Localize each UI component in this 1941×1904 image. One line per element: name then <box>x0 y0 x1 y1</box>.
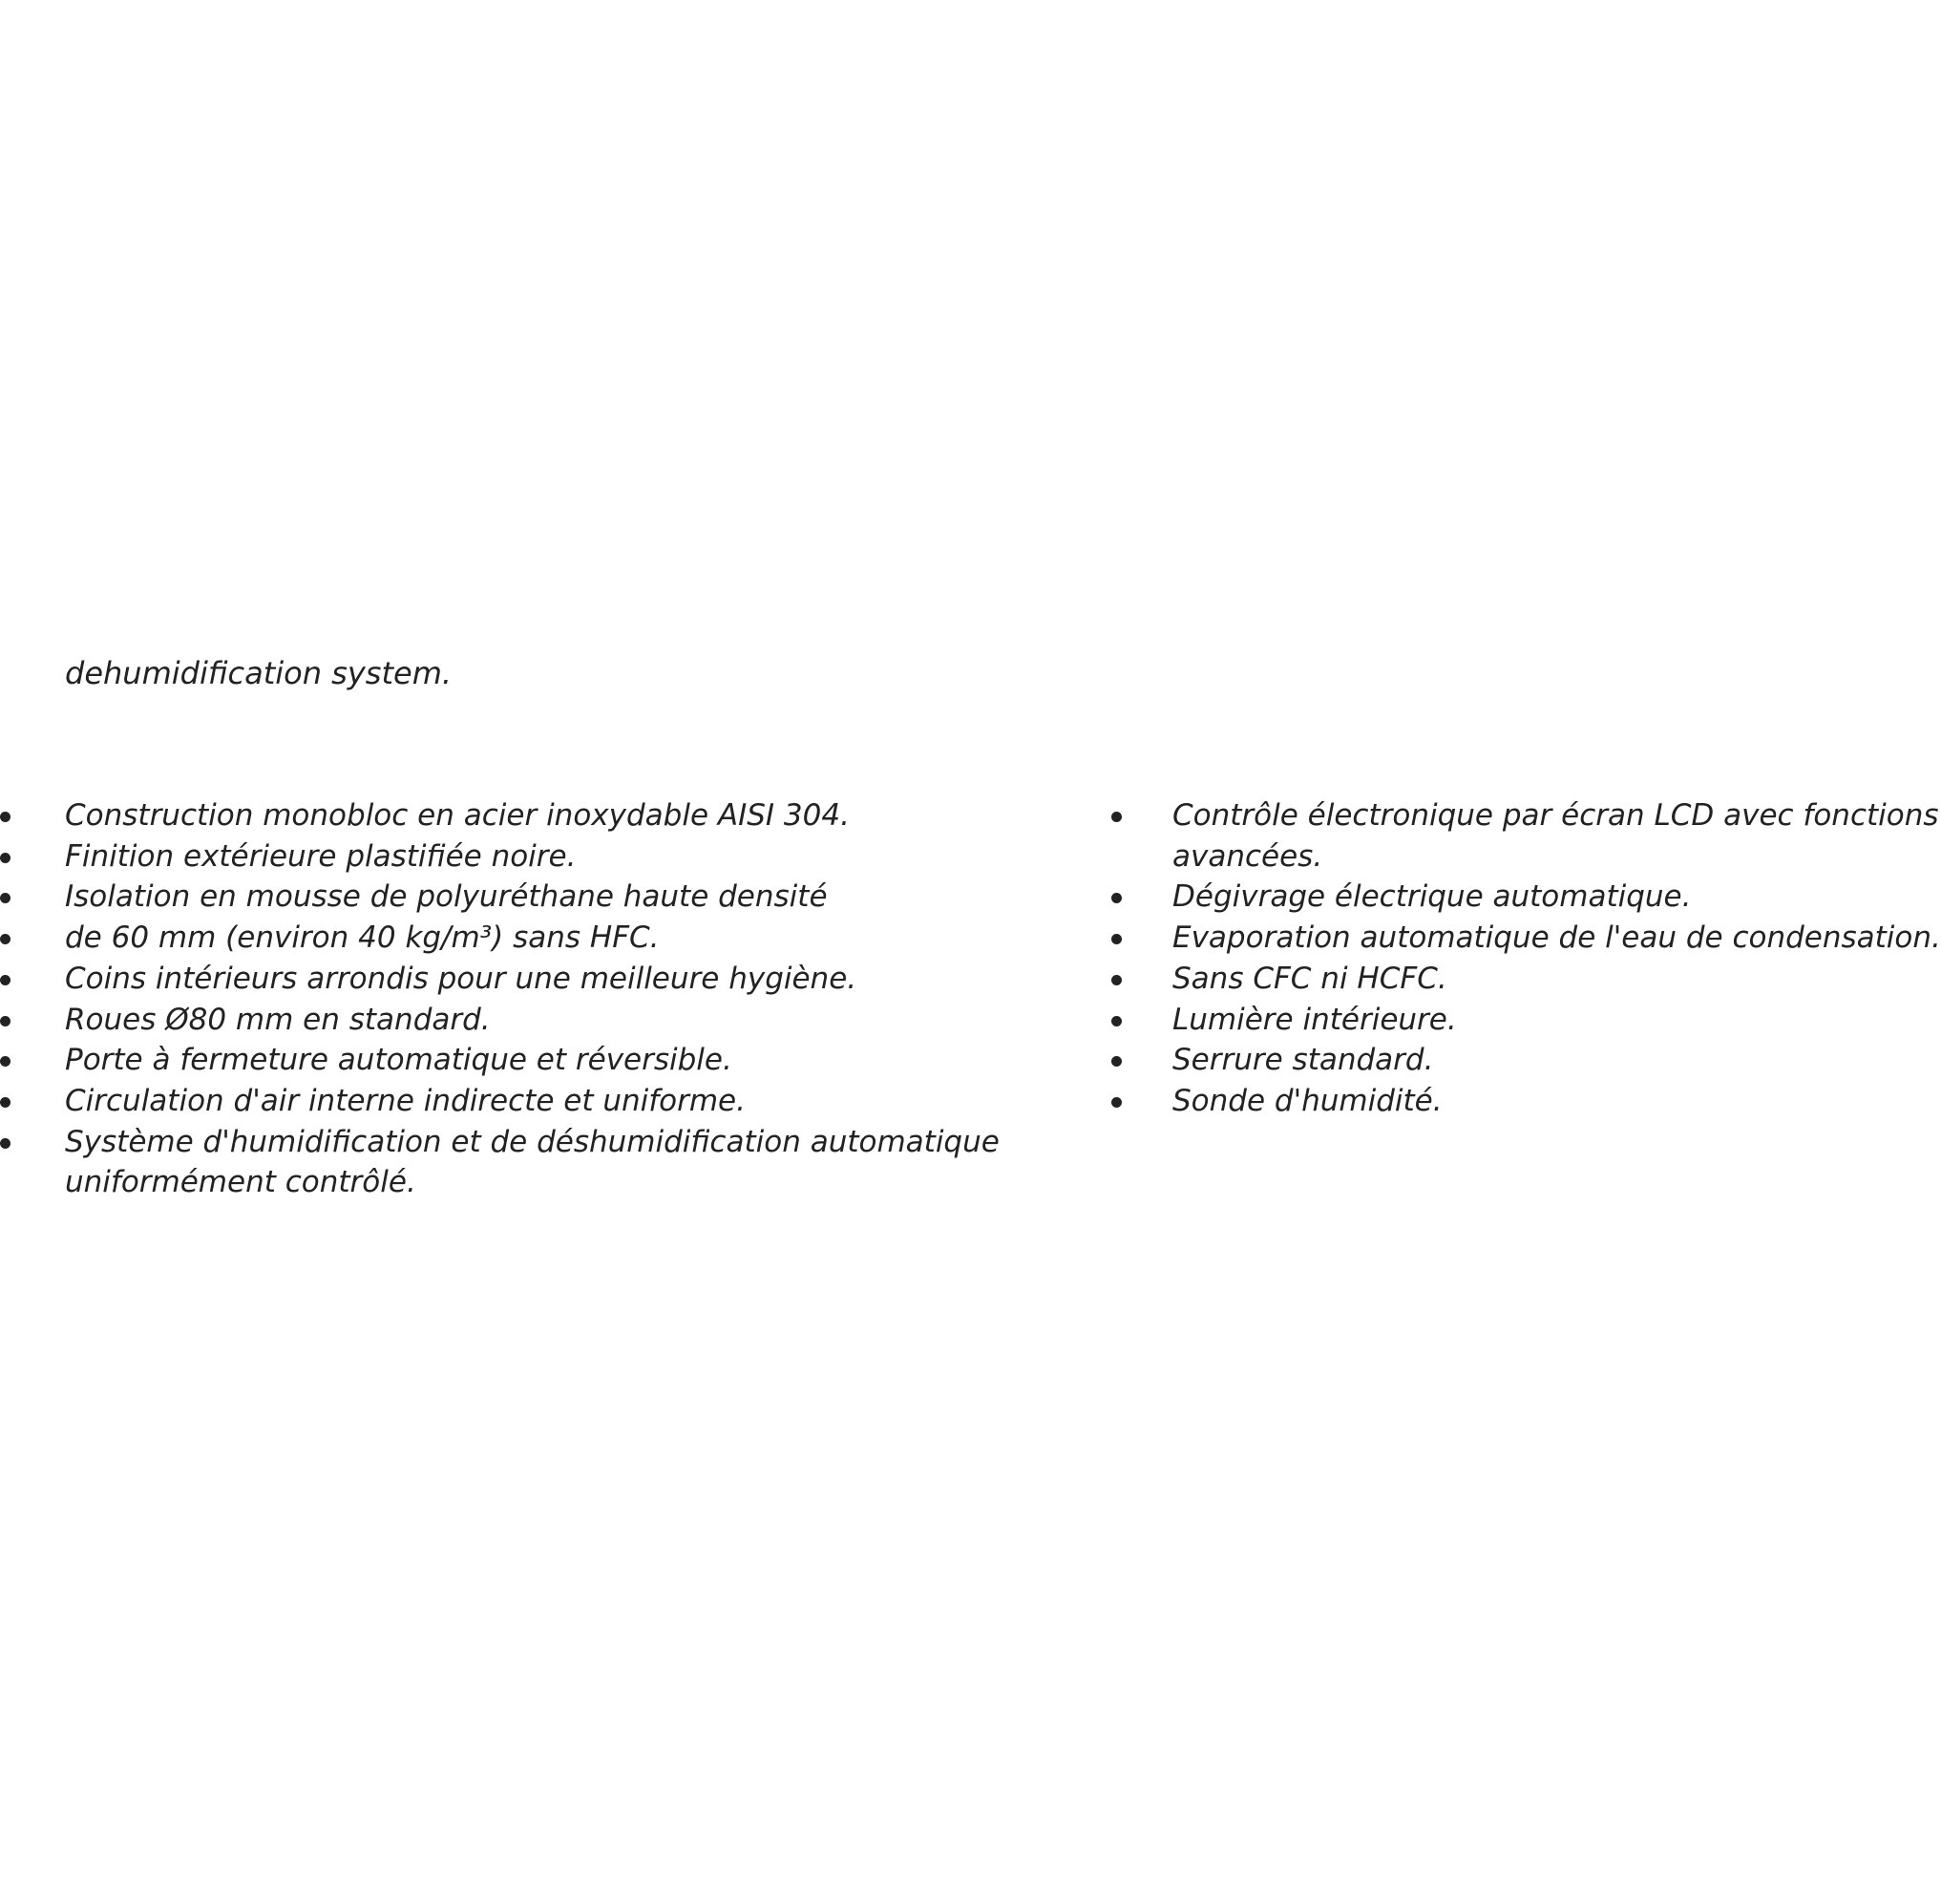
list-item-text: Sonde d'humidité. <box>1172 1083 1443 1118</box>
list-item <box>0 1081 1069 1122</box>
bullet-icon <box>1111 1097 1122 1108</box>
list-item-text: Porte à fermeture automatique et réversible. <box>65 1043 732 1078</box>
list-item <box>1109 877 1904 918</box>
list-item-text: Sans CFC ni HCFC. <box>1172 961 1447 996</box>
list-item-text: Dégivrage électrique automatique. <box>1172 879 1692 915</box>
bullet-icon <box>0 1016 11 1026</box>
list-item <box>0 877 1069 918</box>
bullet-icon <box>0 1056 11 1067</box>
list-item-text: Evaporation automatique de l'eau de condensation. <box>1172 920 1941 956</box>
bullet-icon <box>1111 934 1122 944</box>
list-item <box>0 1122 1069 1203</box>
bullet-icon <box>0 893 11 903</box>
list-item <box>1109 1000 1904 1041</box>
bullet-icon <box>1111 975 1122 985</box>
list-item <box>0 959 1069 1000</box>
list-item-text: Isolation en mousse de polyuréthane haute densité <box>65 879 828 915</box>
bullet-icon <box>0 1097 11 1108</box>
list-item-text: Circulation d'air interne indirecte et uniforme. <box>65 1083 746 1118</box>
list-item <box>0 836 1069 878</box>
list-item <box>1109 1081 1904 1122</box>
features-list-left <box>0 795 1069 1203</box>
list-item <box>1109 1040 1904 1081</box>
list-item <box>1109 918 1941 959</box>
bullet-icon <box>1111 1016 1122 1026</box>
list-item <box>0 1000 1069 1041</box>
bullet-icon <box>0 975 11 985</box>
bullet-icon <box>1111 812 1122 822</box>
bullet-icon <box>0 812 11 822</box>
list-item-text: Coins intérieurs arrondis pour une meilleure hygiène. <box>65 961 857 996</box>
list-item-text: Lumière intérieure. <box>1172 1002 1457 1037</box>
bullet-icon <box>0 853 11 863</box>
list-item <box>0 918 1069 959</box>
bullet-icon <box>0 1138 11 1149</box>
list-item <box>0 1040 1069 1081</box>
list-item-continuation: uniformément contrôlé. <box>65 1165 416 1200</box>
clipped-text-line <box>65 655 733 716</box>
list-item <box>1109 959 1904 1000</box>
list-item-continuation: avancées. <box>1172 838 1323 874</box>
features-list-right <box>1109 795 1941 1122</box>
list-item-text: Roues Ø80 mm en standard. <box>65 1002 491 1037</box>
list-item-text: Finition extérieure plastifiée noire. <box>65 838 577 874</box>
list-item-text: Serrure standard. <box>1172 1043 1434 1078</box>
clipped-text: dehumidification system. <box>65 655 453 691</box>
list-item-text: Contrôle électronique par écran LCD avec fonctions <box>1172 798 1939 833</box>
bullet-icon <box>1111 893 1122 903</box>
bullet-icon <box>1111 1056 1122 1067</box>
list-item <box>1109 795 1939 877</box>
list-item-text: Système d'humidification et de déshumidification automatique <box>65 1124 1000 1159</box>
bullet-icon <box>0 934 11 944</box>
list-item <box>0 795 1069 836</box>
list-item-text: de 60 mm (environ 40 kg/m³) sans HFC. <box>65 920 660 956</box>
list-item-text: Construction monobloc en acier inoxydable AISI 304. <box>65 798 850 833</box>
